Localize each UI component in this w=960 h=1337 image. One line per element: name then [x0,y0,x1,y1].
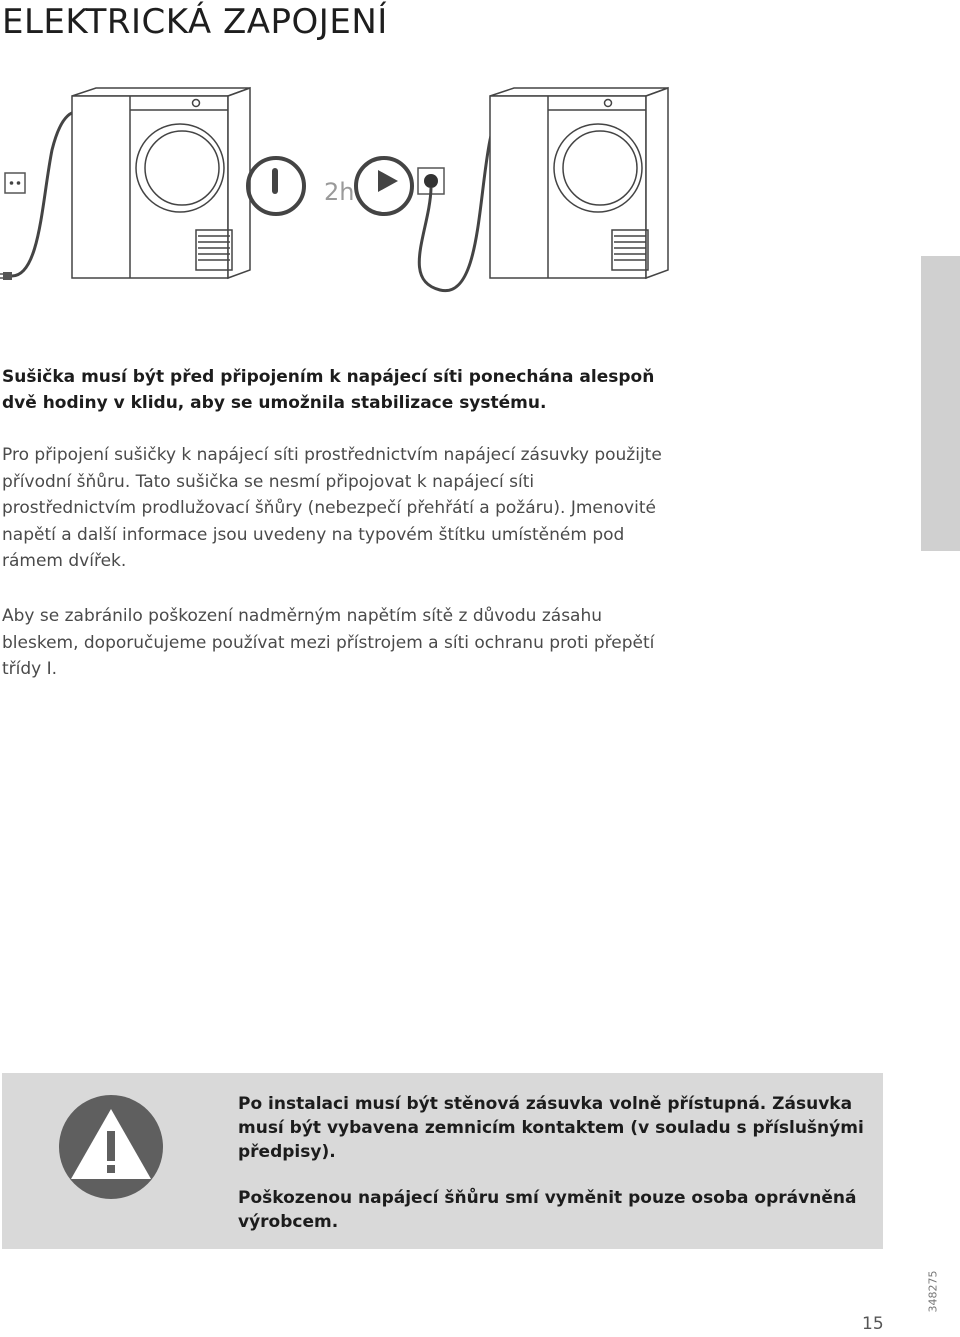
warning-box [2,1073,883,1249]
warning-cord-replacement: Poškozenou napájecí šňůru smí vyměnit pouze osoba oprávněná výrobcem. [238,1188,857,1232]
play-icon [356,158,412,214]
warning-text [238,1092,878,1234]
page-title: ELEKTRICKÁ ZAPOJENÍ [2,2,388,42]
paragraph-power-connection: Pro připojení sušičky k napájecí síti prostřednictvím napájecí zásuvky použijte přívodní šňůru. Tato sušička se nesmí připojovat k napájecí síti prostřednictvím prodlužovací šňůry (nebezpečí přehřátí a požáru). Jmenovité napětí a další informace jsou uvedeny na typovém štítku umístěném pod rámem dvířek. [2,445,662,571]
connection-illustration [0,80,700,310]
pause-icon [248,158,304,214]
wait-duration-label: 2h [324,178,355,206]
section-tab-marker [921,256,960,551]
wall-socket-icon [5,173,25,193]
paragraph-surge-protection: Aby se zabránilo poškození nadměrným napětím sítě z důvodu zásahu bleskem, doporučujeme používat mezi přístrojem a síti ochranu proti přepětí třídy I. [2,606,655,679]
document-code: 348275 [926,1270,940,1313]
intro-warning-text: Sušička musí být před připojením k napájecí síti ponechána alespoň dvě hodiny v klidu, aby se umožnila stabilizace systému. [2,367,655,413]
warning-icon [59,1095,163,1199]
dryer-icon [72,88,250,278]
dryer-icon [490,88,668,278]
page-number: 15 [862,1314,884,1334]
warning-socket-requirement: Po instalaci musí být stěnová zásuvka volně přístupná. Zásuvka musí být vybavena zemnicím kontaktem (v souladu s příslušnými předpisy). [238,1094,864,1162]
power-plug-icon [0,272,12,280]
